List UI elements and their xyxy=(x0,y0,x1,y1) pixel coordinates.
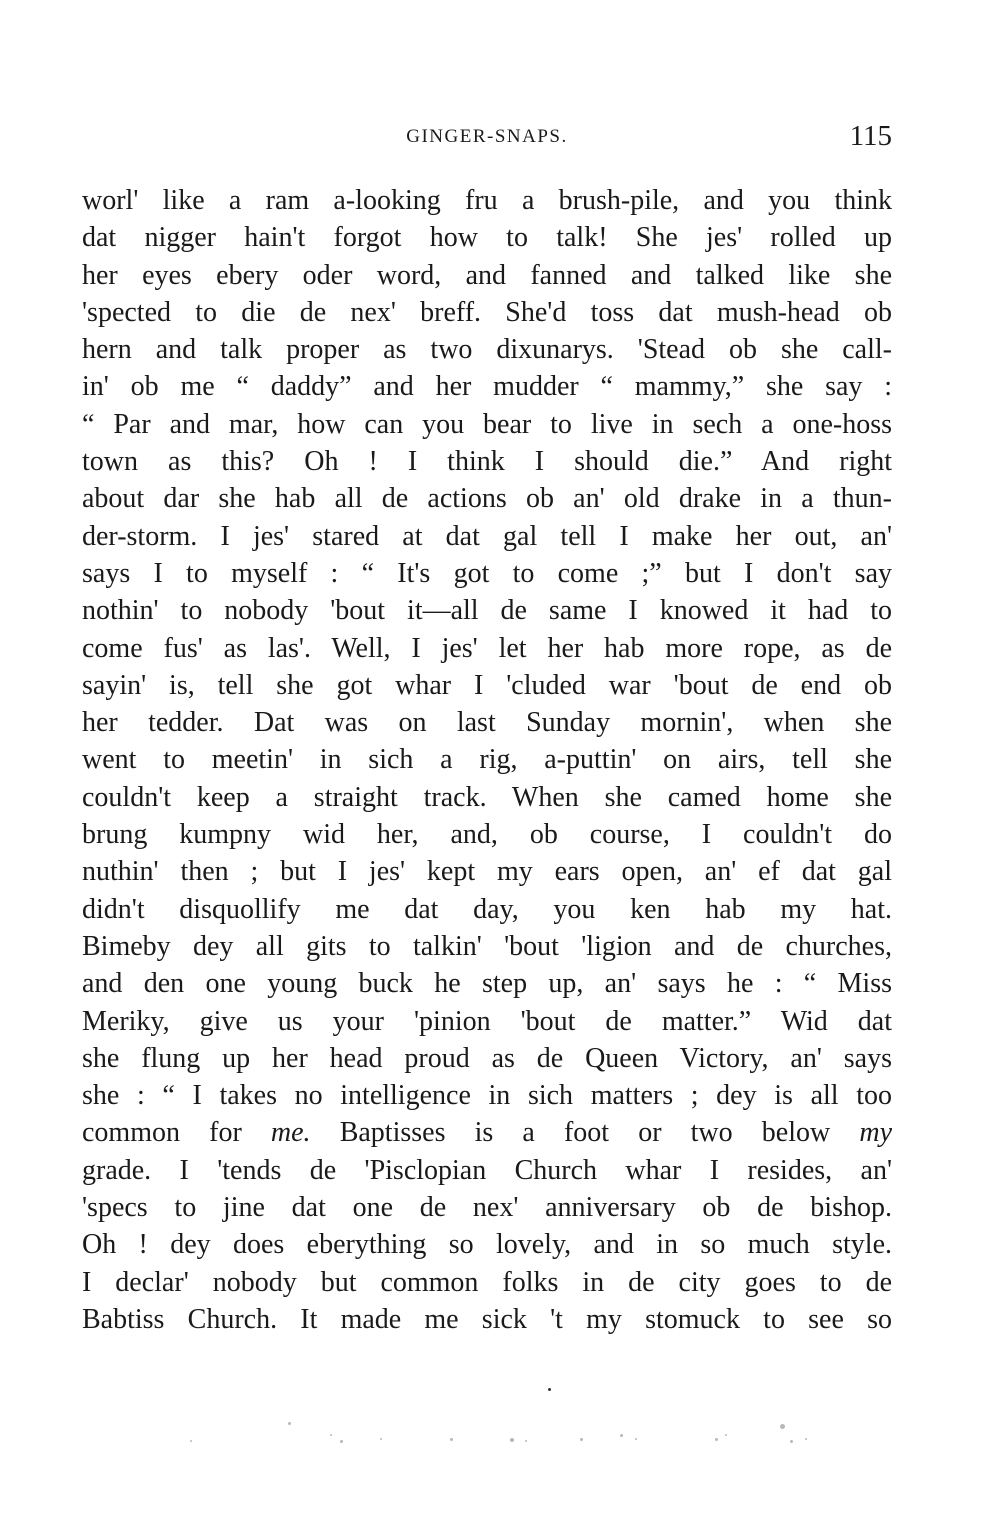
text-line: brung kumpny wid her, and, ob course, I couldn't do xyxy=(82,819,892,851)
text-line: common for me. Baptisses is a foot or two below my xyxy=(82,1117,892,1149)
text-line: I declar' nobody but common folks in de city goes to de xyxy=(82,1266,892,1298)
noise-speck xyxy=(288,1422,291,1425)
text-line: Meriky, give us your 'pinion 'bout de matter.” Wid dat xyxy=(82,1005,892,1037)
text-line: she : “ I takes no intelligence in sich matters ; dey is all too xyxy=(82,1080,892,1112)
noise-speck xyxy=(715,1438,718,1441)
text-line: town as this? Oh ! I think I should die.” And right xyxy=(82,446,892,478)
noise-speck xyxy=(580,1438,583,1441)
text-line: her eyes ebery oder word, and fanned and talked like she xyxy=(82,259,892,291)
noise-speck xyxy=(380,1438,382,1440)
noise-speck xyxy=(805,1438,807,1440)
page-number: 115 xyxy=(849,120,892,152)
text-line: dat nigger hain't forgot how to talk! She jes' rolled up xyxy=(82,222,892,254)
text-line: worl' like a ram a-looking fru a brush-pile, and you think xyxy=(82,185,892,216)
noise-speck xyxy=(450,1438,453,1441)
text-line: she flung up her head proud as de Queen Victory, an' says xyxy=(82,1042,892,1074)
text-line: couldn't keep a straight track. When she camed home she xyxy=(82,781,892,813)
noise-speck xyxy=(620,1434,623,1437)
text-line: Oh ! dey does eberything so lovely, and in so much style. xyxy=(82,1229,892,1261)
noise-speck xyxy=(780,1424,785,1429)
text-line: Bimeby dey all gits to talkin' 'bout 'ligion and de churches, xyxy=(82,930,892,962)
noise-speck xyxy=(330,1434,332,1436)
body-text xyxy=(82,182,892,1338)
text-line: “ Par and mar, how can you bear to live in sech a one-hoss xyxy=(82,408,892,440)
text-line: says I to myself : “ It's got to come ;” but I don't say xyxy=(82,557,892,589)
text-line: 'spected to die de nex' breff. She'd toss dat mush-head ob xyxy=(82,296,892,328)
text-line: nuthin' then ; but I jes' kept my ears open, an' ef dat gal xyxy=(82,856,892,888)
text-line: didn't disquollify me dat day, you ken hab my hat. xyxy=(82,893,892,925)
text-line: sayin' is, tell she got whar I 'cluded war 'bout de end ob xyxy=(82,669,892,701)
running-title: GINGER-SNAPS. xyxy=(406,126,568,147)
text-line: about dar she hab all de actions ob an' old drake in a thun- xyxy=(82,483,892,515)
text-line: in' ob me “ daddy” and her mudder “ mammy,” she say : xyxy=(82,371,892,403)
noise-speck xyxy=(525,1440,527,1442)
text-line: and den one young buck he step up, an' says he : “ Miss xyxy=(82,968,892,1000)
ink-speck xyxy=(548,1388,551,1391)
scan-noise xyxy=(180,1420,820,1460)
text-line: der-storm. I jes' stared at dat gal tell I make her out, an' xyxy=(82,520,892,552)
noise-speck xyxy=(790,1440,793,1443)
text-line: grade. I 'tends de 'Pisclopian Church whar I resides, an' xyxy=(82,1154,892,1186)
text-line: come fus' as las'. Well, I jes' let her hab more rope, as de xyxy=(82,632,892,664)
noise-speck xyxy=(725,1434,727,1436)
noise-speck xyxy=(635,1438,637,1440)
noise-speck xyxy=(510,1438,514,1442)
text-line: 'specs to jine dat one de nex' anniversary ob de bishop. xyxy=(82,1192,892,1224)
text-line: hern and talk proper as two dixunarys. 'Stead ob she call- xyxy=(82,334,892,366)
noise-speck xyxy=(340,1440,343,1443)
noise-speck xyxy=(190,1440,192,1442)
running-head xyxy=(82,120,892,156)
text-line: Babtiss Church. It made me sick 't my stomuck to see so xyxy=(82,1303,892,1335)
text-line: her tedder. Dat was on last Sunday mornin', when she xyxy=(82,707,892,739)
text-line: went to meetin' in sich a rig, a-puttin' on airs, tell she xyxy=(82,744,892,776)
text-line: nothin' to nobody 'bout it—all de same I knowed it had to xyxy=(82,595,892,627)
